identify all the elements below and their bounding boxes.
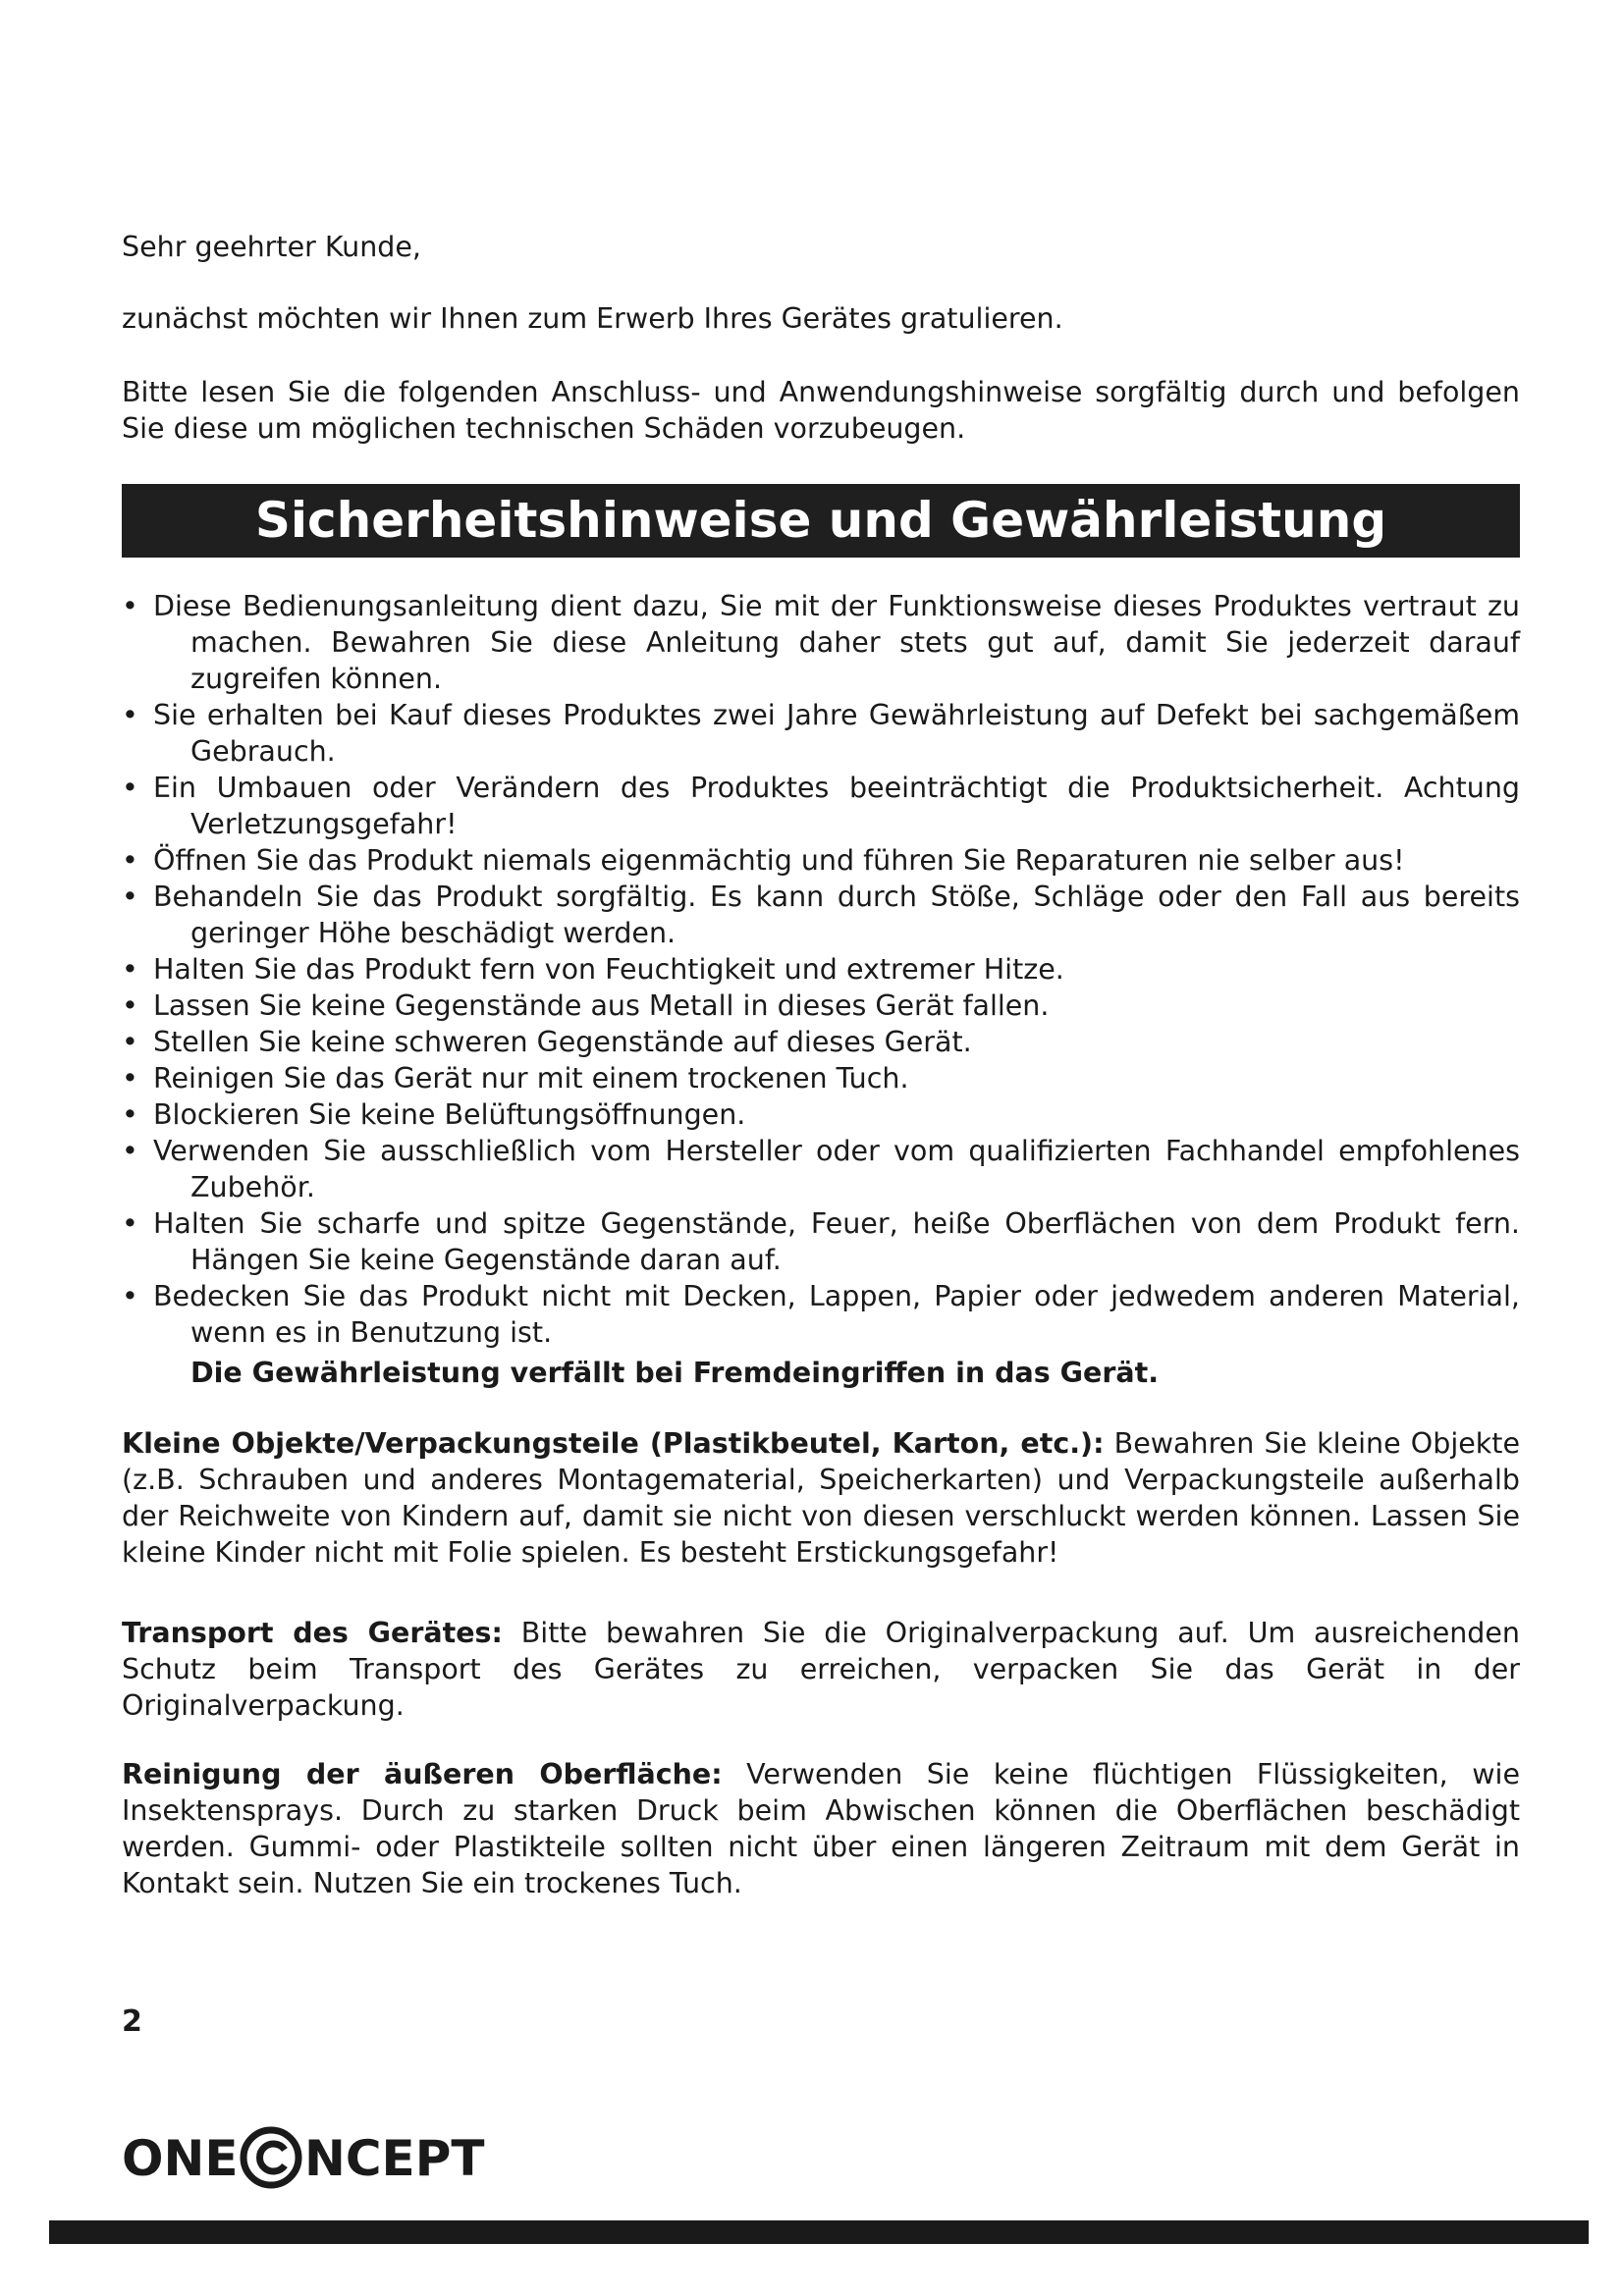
bullet-icon: • [122, 881, 138, 913]
list-item: • Ein Umbauen oder Verändern des Produktes beeinträchtigt die Produktsicherheit. Achtung Verletzungsgefahr! [122, 772, 1520, 840]
brand-logo [122, 2120, 495, 2189]
list-item: • Sie erhalten bei Kauf dieses Produktes zwei Jahre Gewährleistung auf Defekt bei sachgemäßem Gebrauch. [122, 699, 1520, 768]
section-title: Sicherheitshinweise und Gewährleistung [254, 492, 1387, 549]
safety-list [122, 588, 1520, 1351]
logo-c-icon [260, 2144, 285, 2171]
greeting: Sehr geehrter Kunde, [122, 231, 421, 263]
list-item: • Reinigen Sie das Gerät nur mit einem trockenen Tuch. [122, 1062, 909, 1095]
page-number: 2 [122, 2004, 142, 2039]
bullet-icon: • [122, 1098, 138, 1131]
list-item: • Behandeln Sie das Produkt sorgfältig. Es kann durch Stöße, Schläge oder den Fall aus bereits geringer Höhe beschädigt werden. [122, 881, 1520, 949]
transport-paragraph: Transport des Gerätes: Bitte bewahren Sie die Originalverpackung auf. Um ausreichenden Schutz beim Transport des Gerätes zu erreichen, verpacken Sie das Gerät in der Originalverpackung. [122, 1617, 1520, 1722]
bullet-icon: • [122, 772, 138, 804]
bullet-icon: • [122, 1207, 138, 1240]
instruction-text: Bitte lesen Sie die folgenden Anschluss- und Anwendungshinweise sorgfältig durch und befolgen Sie diese um möglichen technischen Schäden vorzubeugen. [122, 376, 1520, 445]
cleaning-heading: Reinigung der äußeren Oberfläche: [122, 1758, 723, 1790]
list-item: • Verwenden Sie ausschließlich vom Hersteller oder vom qualifizierten Fachhandel empfohlenes Zubehör. [122, 1135, 1520, 1203]
logo-ring-icon [244, 2130, 298, 2185]
bullet-icon: • [122, 590, 138, 622]
list-item: • Halten Sie scharfe und spitze Gegenstände, Feuer, heiße Oberflächen von dem Produkt fern. Hängen Sie keine Gegenstände daran auf. [122, 1207, 1520, 1276]
list-item: • Diese Bedienungsanleitung dient dazu, Sie mit der Funktionsweise dieses Produktes vertraut zu machen. Bewahren Sie diese Anleitung daher stets gut auf, damit Sie jederzeit darauf zugreifen können. [122, 590, 1520, 695]
list-item: • Stellen Sie keine schweren Gegenstände auf dieses Gerät. [122, 1026, 972, 1058]
section-title-banner [122, 484, 1520, 558]
logo-text-right: NCEPT [304, 2130, 485, 2187]
list-item: • Blockieren Sie keine Belüftungsöffnungen. [122, 1098, 746, 1131]
small-objects-heading: Kleine Objekte/Verpackungsteile (Plastikbeutel, Karton, etc.): [122, 1427, 1105, 1460]
warranty-note: Die Gewährleistung verfällt bei Fremdeingriffen in das Gerät. [190, 1357, 1160, 1389]
list-item: • Lassen Sie keine Gegenstände aus Metall in dieses Gerät fallen. [122, 989, 1050, 1022]
cleaning-paragraph: Reinigung der äußeren Oberfläche: Verwenden Sie keine flüchtigen Flüssigkeiten, wie Insektensprays. Durch zu starken Druck beim Abwischen können die Oberflächen beschädigt werden. Gummi- oder Plastikteile sollten nicht über einen längeren Zeitraum mit dem Gerät in Kontakt sein. Nutzen Sie ein trockenes Tuch. [122, 1758, 1520, 1899]
list-item: • Bedecken Sie das Produkt nicht mit Decken, Lappen, Papier oder jedwedem anderen Material, wenn es in Benutzung ist. [122, 1280, 1520, 1349]
bullet-icon: • [122, 844, 138, 877]
bullet-icon: • [122, 1062, 138, 1095]
bullet-icon: • [122, 989, 138, 1022]
bullet-icon: • [122, 953, 138, 986]
footer-bar [49, 2220, 1589, 2244]
transport-heading: Transport des Gerätes: [122, 1617, 503, 1649]
bullet-icon: • [122, 1135, 138, 1167]
intro-text: zunächst möchten wir Ihnen zum Erwerb Ihres Gerätes gratulieren. [122, 302, 1063, 335]
logo-text-left: ONE [122, 2130, 239, 2187]
bullet-icon: • [122, 1280, 138, 1312]
bullet-icon: • [122, 699, 138, 731]
list-item: • Öffnen Sie das Produkt niemals eigenmächtig und führen Sie Reparaturen nie selber aus! [122, 844, 1405, 877]
list-item: • Halten Sie das Produkt fern von Feuchtigkeit und extremer Hitze. [122, 953, 1064, 986]
bullet-icon: • [122, 1026, 138, 1058]
small-objects-paragraph: Kleine Objekte/Verpackungsteile (Plastikbeutel, Karton, etc.): Bewahren Sie kleine Objekte (z.B. Schrauben und anderes Montagematerial, Speicherkarten) und Verpackungsteile außerhalb der Reichweite von Kindern auf, damit sie nicht von diesen verschluckt werden können. Lassen Sie kleine Kinder nicht mit Folie spielen. Es besteht Erstickungsgefahr! [122, 1427, 1520, 1569]
